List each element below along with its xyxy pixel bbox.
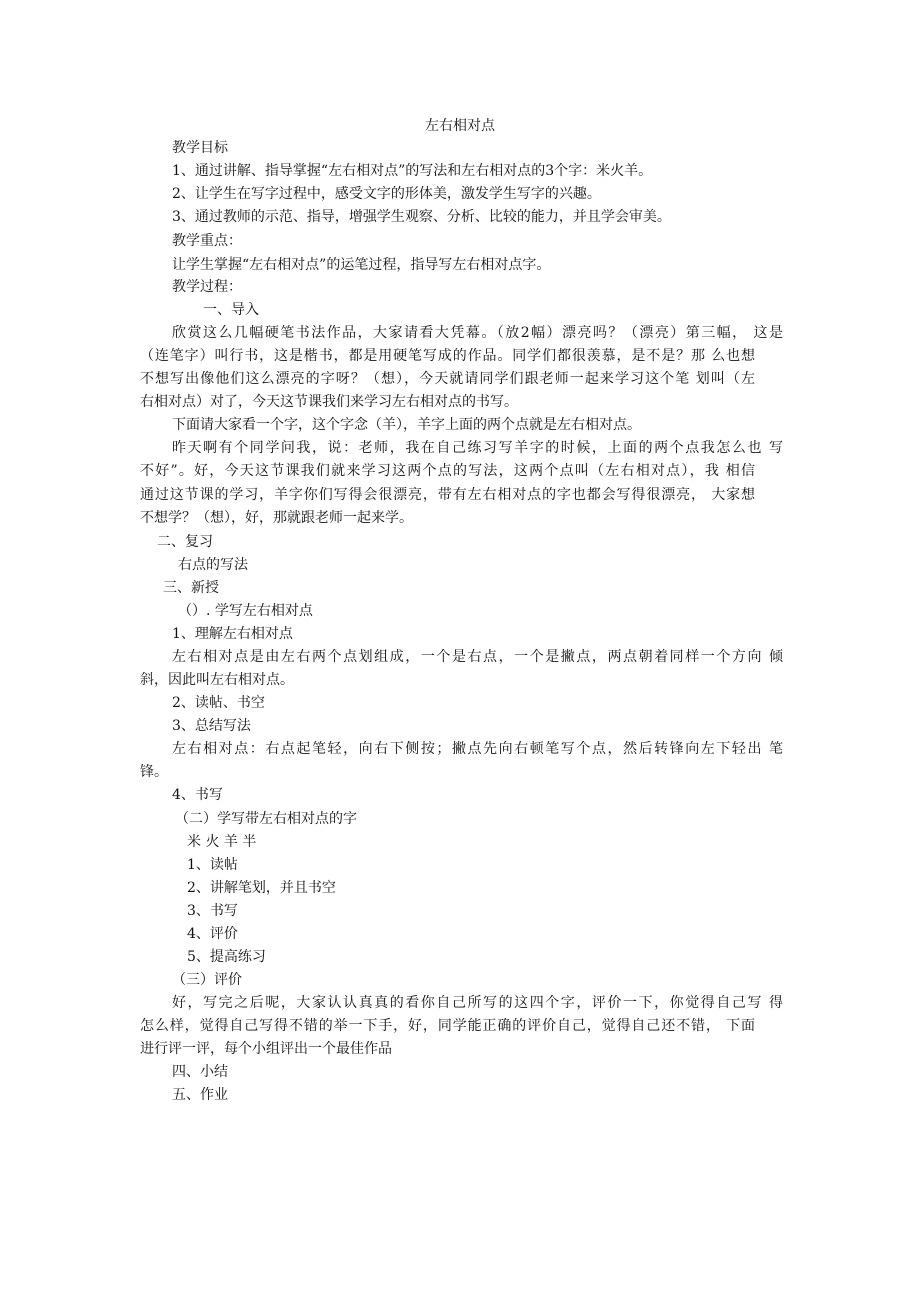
method-line: 左右相对点：右点起笔轻，向右下侧按；撇点先向右顿笔写个点，然后转锋向左下轻出 笔 [172, 741, 783, 757]
explanation-line: 斜，因此叫左右相对点。 [140, 672, 294, 688]
step-label: 4、评价 [187, 926, 238, 942]
document-title: 左右相对点 [425, 118, 495, 134]
intro-paragraph-2: 下面请大家看一个字，这个字念（羊），羊字上面的两个点就是左右相对点。 [172, 417, 641, 433]
subpart-heading: （三）评价 [172, 972, 242, 988]
part-heading-summary: 四、小结 [172, 1064, 228, 1080]
intro-paragraph-3-line: 通过这节课的学习，羊字你们写得会很漂亮，带有左右相对点的字也都会写得很漂亮， 大家想 [140, 487, 755, 503]
step-label: 5、提高练习 [187, 949, 266, 965]
characters-line: 米 火 羊 半 [187, 834, 257, 850]
intro-paragraph-1-line: 不想写出像他们这么漂亮的字呀？（想），今天就请同学们跟老师一起来学习这个笔 划叫（左 [140, 371, 755, 387]
step-label: 1、理解左右相对点 [172, 626, 293, 642]
section-heading-key-points: 教学重点： [172, 233, 242, 249]
intro-paragraph-1-line: （连笔字）叫行书，这是楷书，都是用硬笔写成的作品。同学们都很羡慕，是不是？那 么也想 [140, 348, 755, 364]
step-label: 2、讲解笔划，并且书空 [187, 880, 336, 896]
step-label: 3、总结写法 [172, 718, 251, 734]
part-heading-intro: 一、导入 [203, 302, 259, 318]
step-label: 3、书写 [187, 903, 238, 919]
intro-paragraph-1-line: 右相对点）对了，今天这节课我们来学习左右相对点的书写。 [140, 394, 518, 410]
step-label: 2、读帖、书空 [172, 695, 265, 711]
method-line: 锋。 [140, 764, 168, 780]
review-text: 右点的写法 [178, 557, 248, 573]
objective-item: 1、通过讲解、指导掌握“左右相对点”的写法和左右相对点的3个字：米火羊。 [172, 163, 653, 179]
objective-item: 3、通过教师的示范、指导，增强学生观察、分析、比较的能力，并且学会审美。 [172, 209, 671, 225]
step-label: 1、读帖 [187, 857, 238, 873]
intro-paragraph-3-line: 不想学？（想），好，那就跟老师一起来学。 [140, 510, 413, 526]
intro-paragraph-3-line: 不好”。好，今天这节课我们就来学习这两个点的写法，这两个点叫（左右相对点），我 相信 [140, 463, 755, 479]
part-heading-new-lesson: 三、新授 [163, 580, 219, 596]
explanation-line: 左右相对点是由左右两个点划组成，一个是右点，一个是撇点，两点朝着同样一个方向 倾 [172, 649, 783, 665]
intro-paragraph-1-line: 欣赏这么几幅硬笔书法作品，大家请看大凭幕。（放2幅）漂亮吗？（漂亮）第三幅， 这是 [172, 325, 783, 341]
intro-paragraph-3-line: 昨天啊有个同学问我，说：老师，我在自己练习写羊字的时候，上面的两个点我怎么也 写 [172, 440, 783, 456]
part-heading-homework: 五、作业 [172, 1087, 228, 1103]
subpart-heading: （）. 学写左右相对点 [178, 603, 313, 619]
evaluation-line: 进行评一评，每个小组评出一个最佳作品 [140, 1041, 392, 1057]
section-heading-objectives: 教学目标 [172, 140, 228, 156]
subpart-heading: （二）学写带左右相对点的字 [175, 811, 357, 827]
section-heading-process: 教学过程： [172, 279, 242, 295]
step-label: 4、书写 [172, 787, 223, 803]
evaluation-line: 好，写完之后呢，大家认认真真的看你自己所写的这四个字，评价一下，你觉得自己写 得 [172, 995, 783, 1011]
evaluation-line: 怎么样，觉得自己写得不错的举一下手，好，同学能正确的评价自己，觉得自己还不错， 下面 [140, 1018, 755, 1034]
key-points-text: 让学生掌握“左右相对点”的运笔过程，指导写左右相对点字。 [172, 257, 551, 273]
part-heading-review: 二、复习 [157, 534, 213, 550]
objective-item: 2、让学生在写字过程中，感受文字的形体美，激发学生写字的兴趣。 [172, 186, 601, 202]
